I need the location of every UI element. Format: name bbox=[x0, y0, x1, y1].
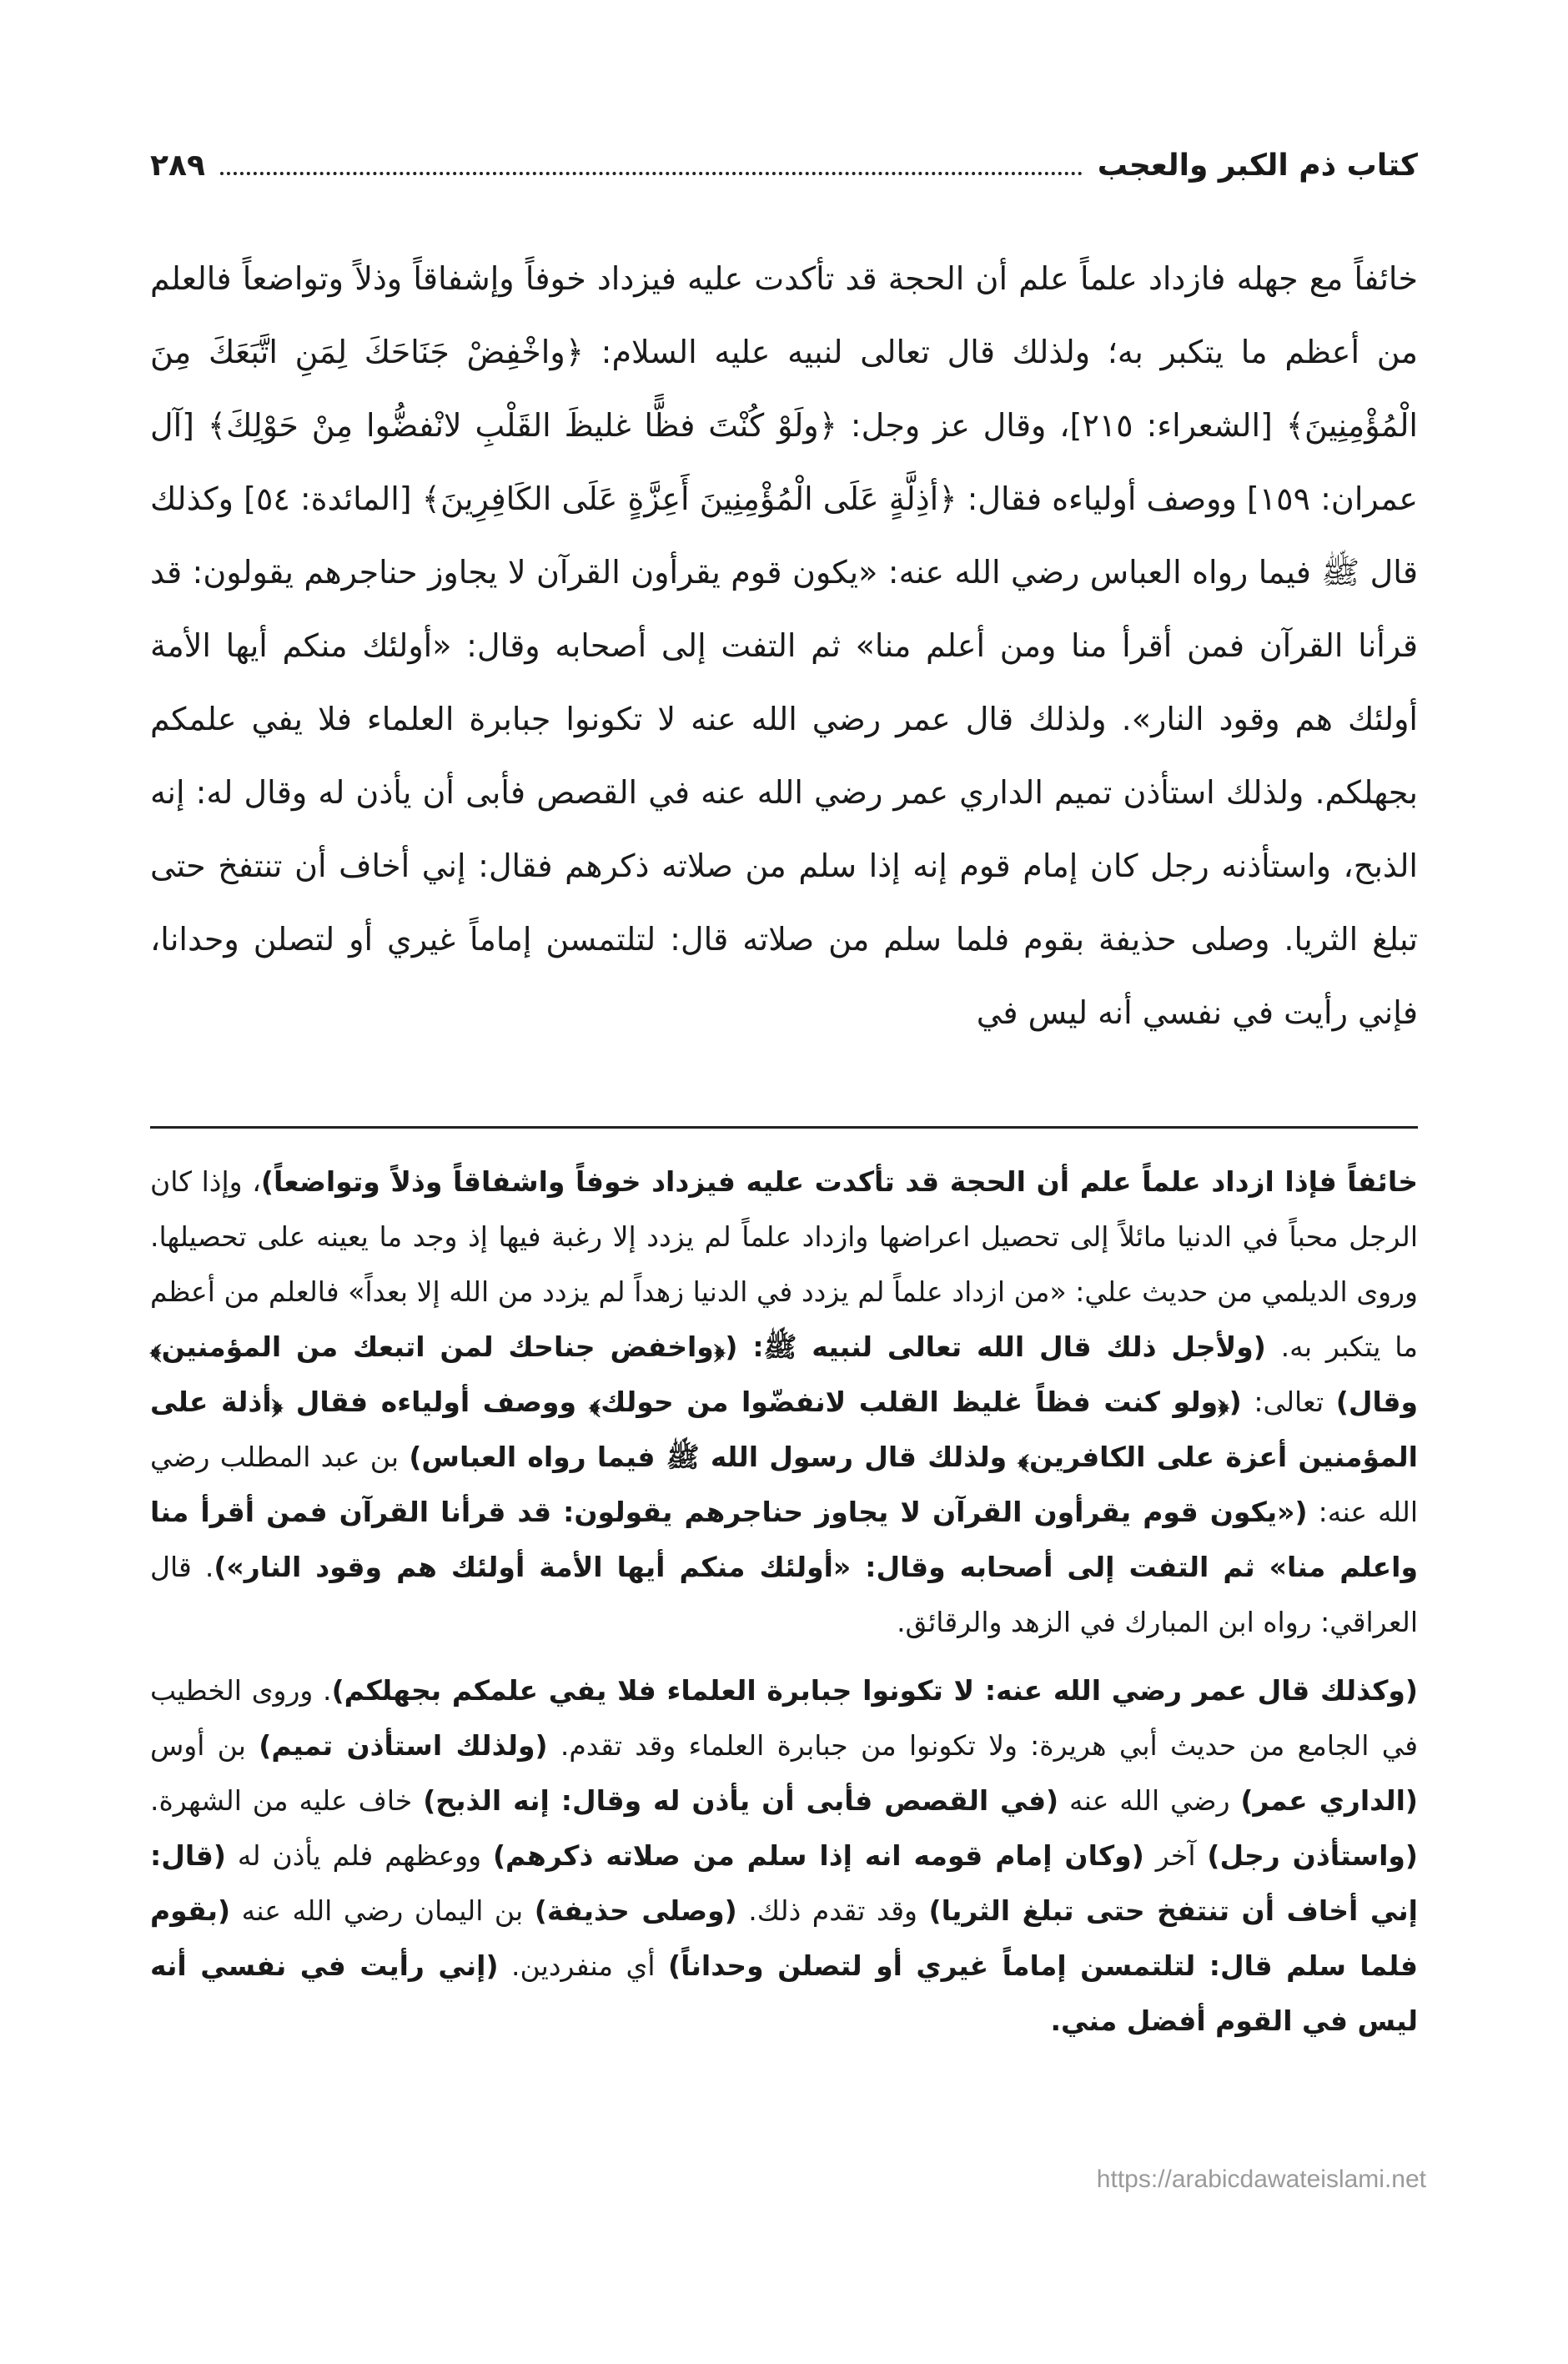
commentary-text: آخر bbox=[1143, 1839, 1208, 1872]
quoted-main-text: (في القصص فأبى أن يأذن له وقال: إنه الذبح) bbox=[423, 1784, 1059, 1817]
commentary-text: . قال العراقي: رواه ابن المبارك في الزهد والرقائق. bbox=[150, 1551, 1418, 1638]
main-text bbox=[150, 242, 1418, 1049]
commentary-text: ووعظهم فلم يأذن له bbox=[225, 1839, 493, 1872]
quoted-main-text: (وكذلك قال عمر رضي الله عنه: لا تكونوا جبابرة العلماء فلا يفي علمكم بجهلكم) bbox=[331, 1674, 1418, 1707]
watermark-url: https://arabicdawateislami.net bbox=[1096, 2165, 1426, 2193]
quoted-main-text: (قال: إني أخاف أن تنتفخ حتى تبلغ الثريا) bbox=[150, 1839, 1418, 1927]
commentary-text: بن اليمان رضي الله عنه bbox=[230, 1894, 535, 1927]
commentary bbox=[150, 1154, 1418, 2049]
commentary-paragraph-1 bbox=[150, 1154, 1418, 1650]
quoted-main-text: (واستأذن رجل) bbox=[1207, 1839, 1418, 1872]
quoted-main-text: (وكان إمام قومه انه إذا سلم من صلاته ذكرهم) bbox=[492, 1839, 1144, 1872]
quoted-main-text: (﴿ولو كنت فظاً غليظ القلب لانفضّوا من حولك﴾ ووصف أولياءه فقال ﴿أذلة على المؤمنين أعزة على الكافرين﴾ ولذلك قال رسول الله ﷺ فيما رواه العباس) bbox=[150, 1386, 1418, 1473]
commentary-text: . وروى الخطيب في الجامع من حديث أبي هريرة: ولا تكونوا من جبابرة العلماء وقد تقدم. bbox=[150, 1674, 1418, 1762]
page-number: ٢٨٩ bbox=[150, 148, 205, 183]
quoted-main-text: (الداري عمر) bbox=[1240, 1784, 1418, 1817]
commentary-text: خاف عليه من الشهرة. bbox=[150, 1784, 424, 1817]
commentary-text: وقد تقدم ذلك. bbox=[736, 1894, 929, 1927]
quoted-main-text: (وصلى حذيفة) bbox=[534, 1894, 737, 1927]
quoted-main-text: (إني رأيت في نفسي أنه ليس في القوم أفضل مني. bbox=[150, 1949, 1418, 2037]
commentary-text: تعالى: bbox=[1241, 1386, 1336, 1418]
commentary-text: بن عبد المطلب رضي الله عنه: bbox=[150, 1441, 1418, 1528]
book-title: كتاب ذم الكبر والعجب bbox=[1097, 148, 1418, 183]
commentary-text: بن أوس bbox=[150, 1729, 259, 1762]
quoted-main-text: (بقوم فلما سلم قال: لتلتمسن إماماً غيري أو لتصلن وحداناً) bbox=[150, 1894, 1418, 1982]
commentary-paragraph-2 bbox=[150, 1663, 1418, 2049]
quoted-main-text: خائفاً فإذا ازداد علماً علم أن الحجة قد تأكدت عليه فيزداد خوفاً واشفاقاً وذلاً وتواضعاً) bbox=[260, 1165, 1418, 1198]
commentary-text: ، وإذا كان الرجل محباً في الدنيا مائلاً إلى تحصيل اعراضها وازداد علماً لم يزدد إلا رغبة فيها إذ وجد ما يعينه على تحصيلها. وروى الديلمي من حديث علي: «من ازداد علماً لم يزدد في الدنيا زهداً لم يزدد من الله إلا بعداً» فالعلم من أعظم ما يتكبر به. bbox=[150, 1165, 1418, 1363]
main-paragraph: خائفاً مع جهله فازداد علماً علم أن الحجة قد تأكدت عليه فيزداد خوفاً وإشفاقاً وذلاً وتواضعاً فالعلم من أعظم ما يتكبر به؛ ولذلك قال تعالى لنبيه عليه السلام: ﴿واخْفِضْ جَنَاحَكَ لِمَنِ اتَّبَعَكَ مِنَ الْمُؤْمِنِينَ﴾ [الشعراء: ٢١٥]، وقال عز وجل: ﴿ولَوْ كُنْتَ فظًّا غليظَ القَلْبِ لانْفضُّوا مِنْ حَوْلِكَ﴾ [آل عمران: ١٥٩] ووصف أولياءه فقال: ﴿أذِلَّةٍ عَلَى الْمُؤْمِنِينَ أَعِزَّةٍ عَلَى الكَافِرِينَ﴾ [المائدة: ٥٤] وكذلك قال ﷺ فيما رواه العباس رضي الله عنه: «يكون قوم يقرأون القرآن لا يجاوز حناجرهم يقولون: قد قرأنا القرآن فمن أقرأ منا ومن أعلم منا» ثم التفت إلى أصحابه وقال: «أولئك منكم أيها الأمة أولئك هم وقود النار». ولذلك قال عمر رضي الله عنه لا تكونوا جبابرة العلماء فلا يفي علمكم بجهلكم. ولذلك استأذن تميم الداري عمر رضي الله عنه في القصص فأبى أن يأذن له وقال له: إنه الذبح، واستأذنه رجل كان إمام قوم إنه إذا سلم من صلاته ذكرهم فقال: إني أخاف أن تنتفخ حتى تبلغ الثريا. وصلى حذيفة بقوم فلما سلم من صلاته قال: لتلتمسن إماماً غيري أو لتصلن وحدانا، فإني رأيت في نفسي أنه ليس في bbox=[150, 260, 1418, 1031]
quoted-main-text: (ولأجل ذلك قال الله تعالى لنبيه ﷺ: (﴿واخفض جناحك لمن اتبعك من المؤمنين﴾ وقال) bbox=[150, 1330, 1418, 1418]
quoted-main-text: (ولذلك استأذن تميم) bbox=[259, 1729, 548, 1762]
header-dotted-leader bbox=[220, 153, 1083, 175]
commentary-text: رضي الله عنه bbox=[1058, 1784, 1241, 1817]
quoted-main-text: («يكون قوم يقرأون القرآن لا يجاوز حناجرهم يقولون: قد قرأنا القرآن فمن أقرأ منا واعلم منا» ثم التفت إلى أصحابه وقال: «أولئك منكم أيها الأمة أولئك هم وقود النار») bbox=[150, 1496, 1419, 1583]
page-header bbox=[150, 148, 1418, 207]
section-divider bbox=[150, 1126, 1418, 1129]
commentary-text: أي منفردين. bbox=[498, 1949, 669, 1982]
